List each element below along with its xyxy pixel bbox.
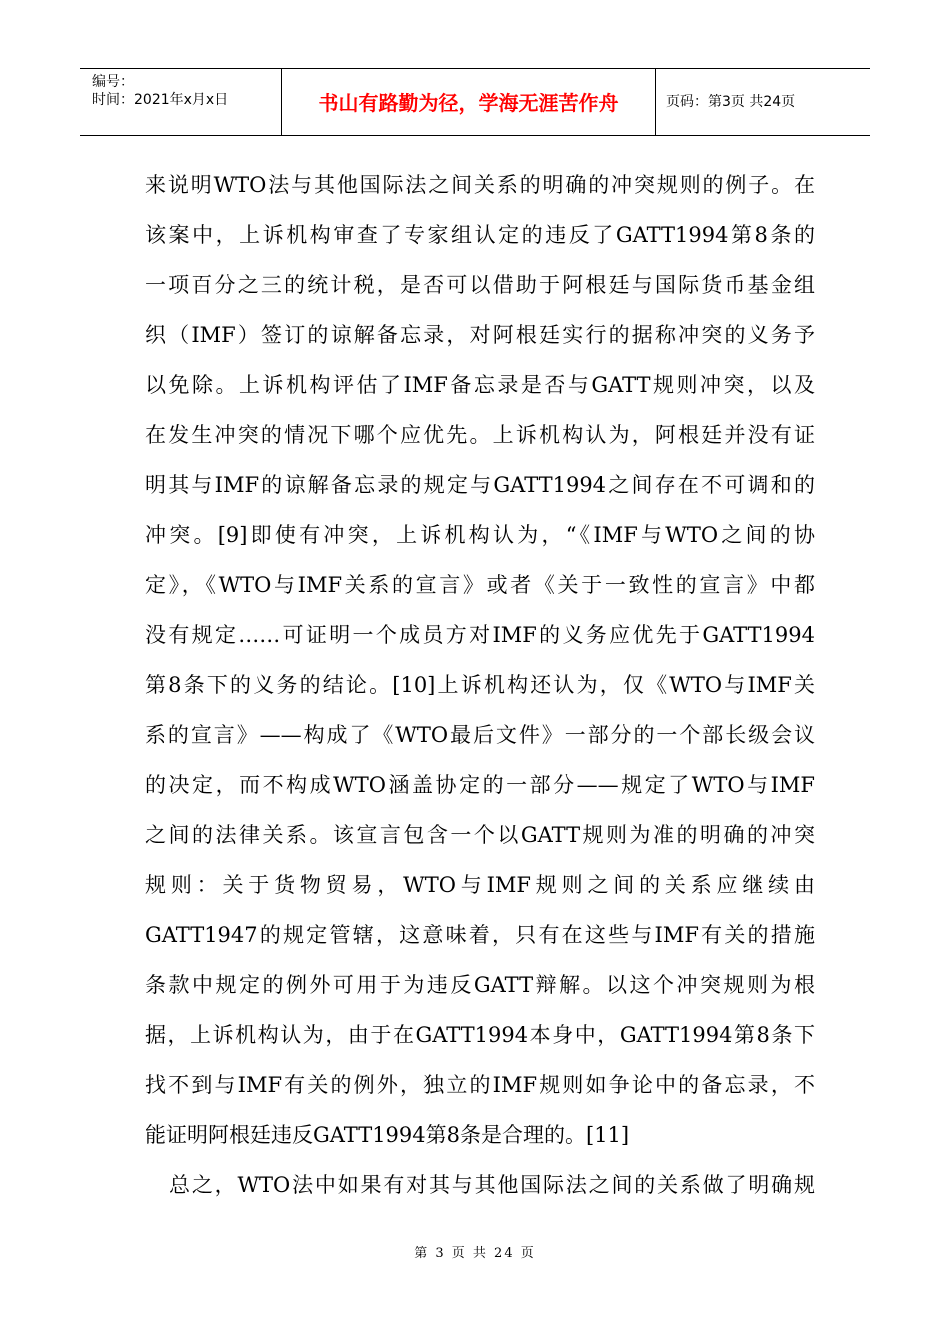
- body-line: 在发生冲突的情况下哪个应优先。上诉机构认为，阿根廷并没有证: [145, 423, 815, 447]
- body-line: 的决定，而不构成WTO涵盖协定的一部分——规定了WTO与IMF: [145, 773, 815, 797]
- body-line: 第8条下的义务的结论。[10]上诉机构还认为，仅《WTO与IMF关: [145, 673, 815, 697]
- body-line: GATT1947的规定管辖，这意味着，只有在这些与IMF有关的措施: [145, 923, 815, 947]
- body-line: 一项百分之三的统计税，是否可以借助于阿根廷与国际货币基金组: [145, 273, 815, 297]
- body-line: 没有规定……可证明一个成员方对IMF的义务应优先于GATT1994: [145, 623, 815, 647]
- body-line: 定》，《WTO与IMF关系的宣言》或者《关于一致性的宣言》中都: [145, 573, 815, 597]
- header-page-cell: [656, 69, 870, 135]
- page-header: [80, 68, 870, 136]
- body-line: 据，上诉机构认为，由于在GATT1994本身中，GATT1994第8条下: [145, 1023, 815, 1047]
- body-line: 能证明阿根廷违反GATT1994第8条是合理的。[11]: [145, 1123, 630, 1147]
- body-line: 来说明WTO法与其他国际法之间关系的明确的冲突规则的例子。在: [145, 173, 815, 197]
- document-number-label: 编号：: [92, 74, 134, 90]
- body-line: 系的宣言》——构成了《WTO最后文件》一部分的一个部长级会议: [145, 723, 815, 747]
- body-line: 明其与IMF的谅解备忘录的规定与GATT1994之间存在不可调和的: [145, 473, 815, 497]
- header-info-cell: [80, 69, 282, 135]
- body-line: 规则：关于货物贸易，WTO与IMF规则之间的关系应继续由: [145, 873, 815, 897]
- body-line: 织（IMF）签订的谅解备忘录，对阿根廷实行的据称冲突的义务予: [145, 323, 815, 347]
- body-line: 该案中，上诉机构审查了专家组认定的违反了GATT1994第8条的: [145, 223, 815, 247]
- body-line: 冲突。[9]即使有冲突，上诉机构认为，“《IMF与WTO之间的协: [145, 523, 815, 547]
- paragraph-2-first-line: 总之，WTO法中如果有对其与其他国际法之间的关系做了明确规: [169, 1173, 815, 1197]
- header-motto-cell: [282, 69, 656, 135]
- document-body: [145, 160, 815, 1210]
- body-line: 以免除。上诉机构评估了IMF备忘录是否与GATT规则冲突，以及: [145, 373, 815, 397]
- body-line: 之间的法律关系。该宣言包含一个以GATT规则为准的明确的冲突: [145, 823, 815, 847]
- header-motto: 书山有路勤为径，学海无涯苦作舟: [318, 91, 619, 115]
- body-line: 条款中规定的例外可用于为违反GATT辩解。以这个冲突规则为根: [145, 973, 815, 997]
- header-page-code: 页码：第3页 共24页: [666, 94, 796, 110]
- body-line: 找不到与IMF有关的例外，独立的IMF规则如争论中的备忘录，不: [145, 1073, 815, 1097]
- document-date-label: 时间：2021年x月x日: [92, 92, 229, 108]
- page-footer: 第 3 页 共 24 页: [414, 1246, 536, 1261]
